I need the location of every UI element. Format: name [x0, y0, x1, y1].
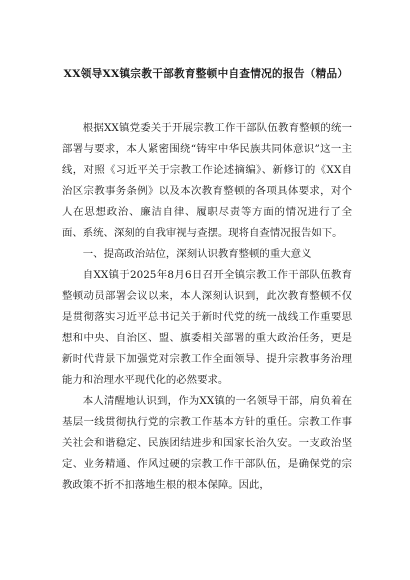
- section-heading-1: 一、提高政治站位，深刻认识教育整顿的重大意义: [82, 248, 312, 260]
- paragraph-section1-a: 自XX镇于2025年8月6日召开全镇宗教工作干部队伍教育整顿动员部署会议以来，本人深刻认识到，此次教育整顿不仅是贯彻落实习近平总书记关于新时代党的统一战线工作重要思想和中央、自治区、盟、旗委相关部署的重大政治任务，更是新时代背景下加强党对宗教工作全面领导、提升宗教事务治理能力和治理水平现代化的必然要求。: [62, 269, 352, 386]
- document-title: XX领导XX镇宗教干部教育整顿中自查情况的报告（精品）: [63, 68, 349, 80]
- paragraph-section1-b: 本人清醒地认识到，作为XX镇的一名领导干部，肩负着在基层一线贯彻执行党的宗教工作基本方针的重任。宗教工作事关社会和谐稳定、民族团结进步和国家长治久安。一支政治坚定、业务精通、作风过硬的宗教工作干部队伍，是确保党的宗教政策不折不扣落地生根的根本保障。因此，: [62, 395, 352, 491]
- document-body: [62, 118, 352, 496]
- paragraph-intro: 根据XX镇党委关于开展宗教工作干部队伍教育整顿的统一部署与要求，本人紧密围绕“铸牢中华民族共同体意识”这一主线，对照《习近平关于宗教工作论述摘编》、新修订的《XX自治区宗教事务条例》以及本次教育整顿的各项具体要求，对个人在思想政治、廉洁自律、履职尽责等方面的情况进行了全面、系统、深刻的自我审视与查摆。现将自查情况报告如下。: [62, 122, 352, 239]
